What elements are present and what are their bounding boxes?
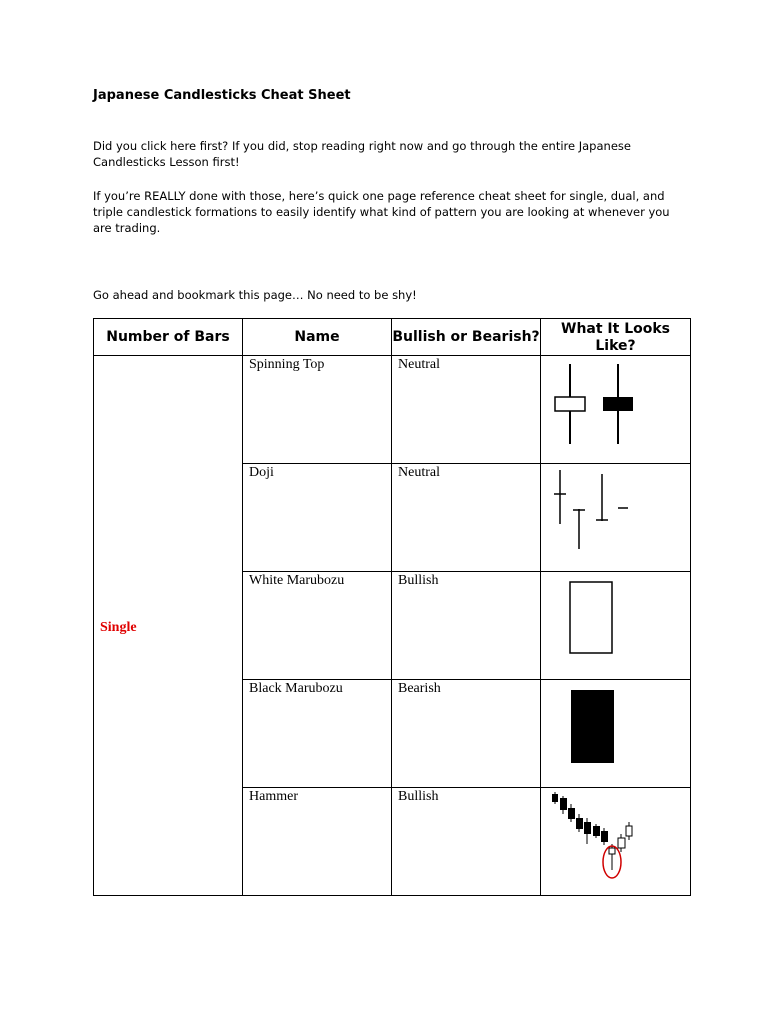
doji-icon: [541, 464, 689, 571]
pattern-bias: Neutral: [398, 465, 440, 480]
page-title: Japanese Candlesticks Cheat Sheet: [93, 88, 351, 103]
pattern-bias: Bullish: [398, 573, 439, 588]
candlestick-table: [93, 318, 691, 896]
header-name: Name: [243, 319, 392, 356]
pattern-name: Doji: [249, 465, 274, 480]
intro-paragraph-3: Go ahead and bookmark this page… No need to be shy!: [93, 288, 417, 302]
pattern-name: Spinning Top: [249, 357, 325, 372]
pattern-name: White Marubozu: [249, 573, 345, 588]
pattern-name: Black Marubozu: [249, 681, 343, 696]
intro-paragraph-1: Did you click here first? If you did, stop reading right now and go through the entire Japanese Candlesticks Lesson first!: [93, 139, 631, 169]
pattern-name: Hammer: [249, 789, 298, 804]
black-marubozu-icon: [541, 680, 689, 787]
intro-paragraph-2: If you’re REALLY done with those, here’s quick one page reference cheat sheet for single, dual, and triple candlestick formations to easily identify what kind of pattern you are looking at whenever you are trading.: [93, 189, 670, 235]
table-row: [94, 356, 691, 464]
header-number-of-bars: Number of Bars: [94, 319, 243, 356]
group-label-single: Single: [100, 619, 137, 635]
number-of-bars-cell: [94, 356, 243, 896]
pattern-bias: Neutral: [398, 357, 440, 372]
pattern-bias: Bearish: [398, 681, 441, 696]
table-header-row: [94, 319, 691, 356]
spinning-top-icon: [541, 356, 689, 463]
white-marubozu-icon: [541, 572, 689, 679]
header-what-it-looks-like: What It Looks Like?: [541, 319, 691, 356]
hammer-icon: [541, 788, 689, 895]
header-bullish-or-bearish: Bullish or Bearish?: [392, 319, 541, 356]
pattern-bias: Bullish: [398, 789, 439, 804]
